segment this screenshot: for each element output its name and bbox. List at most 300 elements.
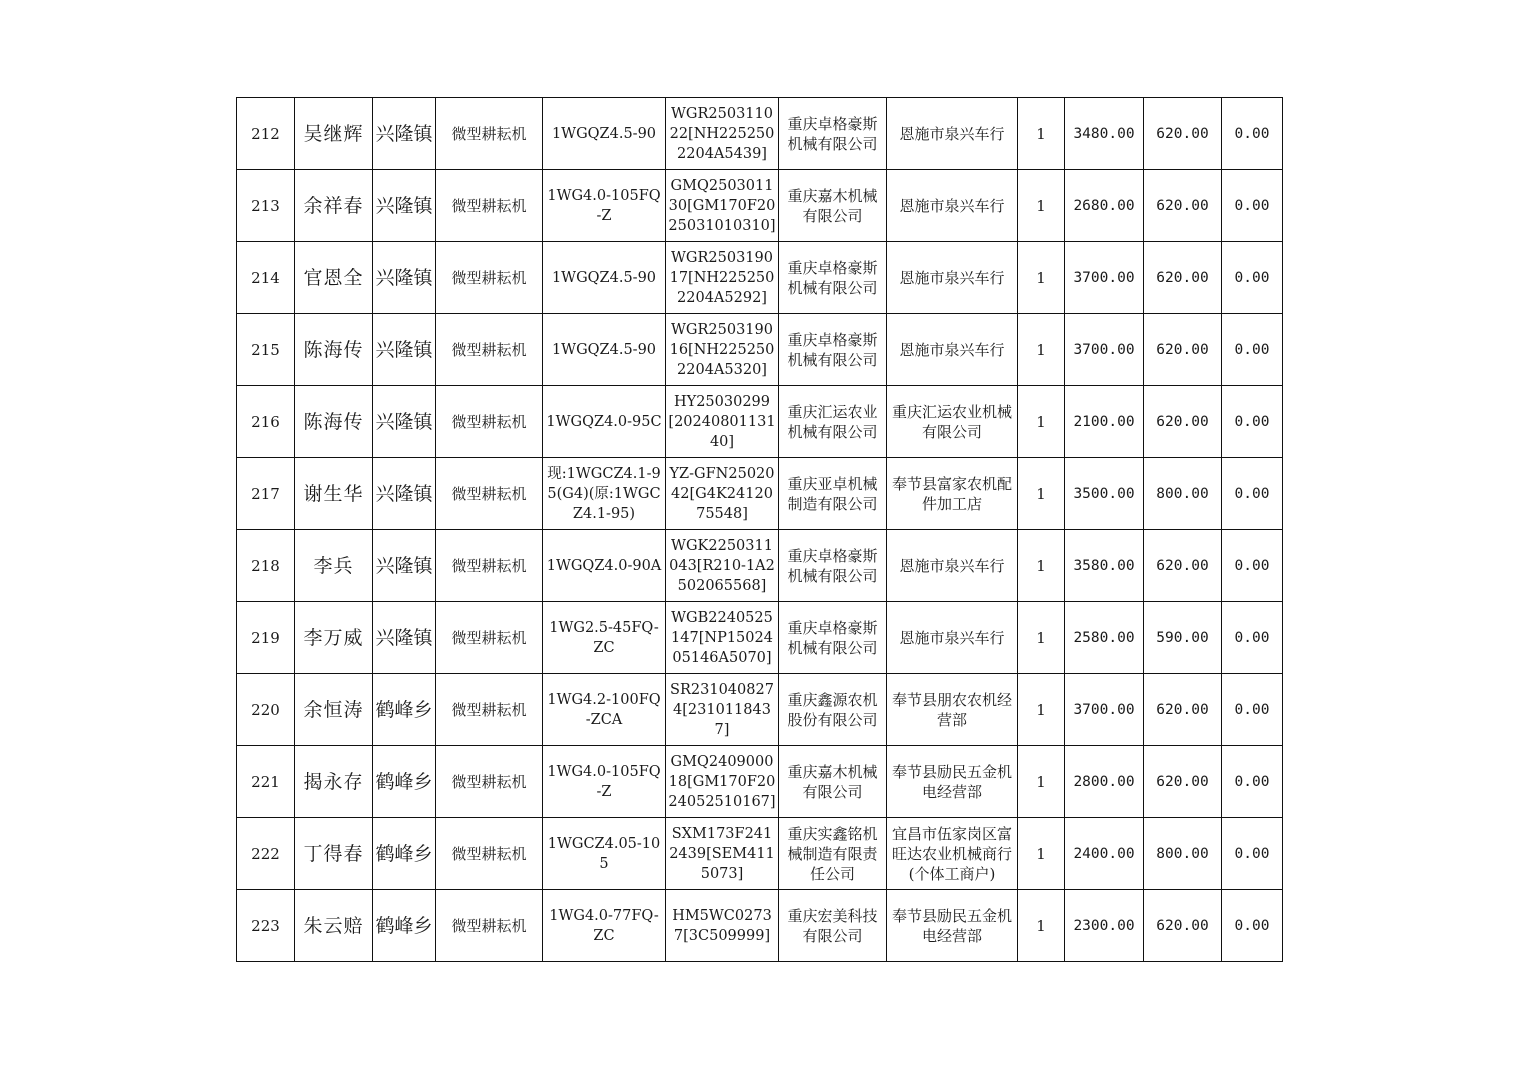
model-cell	[543, 746, 666, 818]
model-text: 1WG4.2-100FQ-ZCA	[547, 691, 661, 728]
township-cell	[373, 170, 436, 242]
row-number-text: 216	[251, 412, 280, 431]
row-number-cell	[237, 890, 295, 962]
machine-type-cell	[436, 674, 543, 746]
extra-subsidy-text: 0.00	[1234, 125, 1270, 142]
price-text: 3500.00	[1073, 485, 1135, 502]
township-text: 兴隆镇	[375, 411, 433, 432]
price-text: 2100.00	[1073, 413, 1135, 430]
price-text: 3580.00	[1073, 557, 1135, 574]
model-text: 1WGCZ4.05-105	[547, 835, 661, 872]
model-text: 1WGQZ4.5-90	[551, 341, 657, 358]
model-cell	[543, 458, 666, 530]
serial-number-text: GMQ250301130[GM170F2025031010310]	[668, 177, 776, 234]
row-number-text: 215	[251, 340, 280, 359]
price-text: 3700.00	[1073, 341, 1135, 358]
applicant-name-text: 余恒涛	[303, 699, 364, 720]
machine-type-cell	[436, 530, 543, 602]
price-text: 3480.00	[1073, 125, 1135, 142]
township-text: 兴隆镇	[375, 267, 433, 288]
township-text: 鹤峰乡	[375, 699, 433, 720]
quantity-cell	[1018, 530, 1065, 602]
manufacturer-cell	[779, 674, 887, 746]
subsidy-text: 620.00	[1156, 557, 1209, 574]
row-number-cell	[237, 242, 295, 314]
model-cell	[543, 674, 666, 746]
extra-subsidy-text: 0.00	[1234, 269, 1270, 286]
subsidy-cell	[1144, 818, 1222, 890]
model-text: 1WG4.0-105FQ-Z	[547, 187, 661, 224]
price-text: 3700.00	[1073, 701, 1135, 718]
extra-subsidy-text: 0.00	[1234, 701, 1270, 718]
serial-number-cell	[666, 746, 779, 818]
quantity-cell	[1018, 746, 1065, 818]
price-text: 2400.00	[1073, 845, 1135, 862]
machine-type-cell	[436, 170, 543, 242]
manufacturer-cell	[779, 602, 887, 674]
table-row	[237, 530, 1283, 602]
extra-subsidy-text: 0.00	[1234, 197, 1270, 214]
quantity-text: 1	[1036, 484, 1046, 503]
subsidy-text: 800.00	[1156, 485, 1209, 502]
township-cell	[373, 458, 436, 530]
extra-subsidy-cell	[1222, 818, 1283, 890]
row-number-cell	[237, 386, 295, 458]
applicant-name-cell	[295, 458, 373, 530]
dealer-cell	[887, 818, 1018, 890]
dealer-cell	[887, 386, 1018, 458]
dealer-text: 恩施市泉兴车行	[899, 196, 1005, 215]
applicant-name-text: 余祥春	[303, 195, 364, 216]
manufacturer-text: 重庆嘉木机械有限公司	[787, 762, 878, 801]
extra-subsidy-text: 0.00	[1234, 341, 1270, 358]
applicant-name-text: 陈海传	[303, 411, 364, 432]
township-text: 兴隆镇	[375, 339, 433, 360]
extra-subsidy-text: 0.00	[1234, 485, 1270, 502]
dealer-text: 奉节县励民五金机电经营部	[891, 906, 1012, 945]
subsidy-cell	[1144, 386, 1222, 458]
subsidy-cell	[1144, 170, 1222, 242]
dealer-text: 恩施市泉兴车行	[899, 268, 1005, 287]
dealer-text: 奉节县励民五金机电经营部	[891, 762, 1012, 801]
dealer-text: 恩施市泉兴车行	[899, 340, 1005, 359]
extra-subsidy-cell	[1222, 746, 1283, 818]
subsidy-text: 620.00	[1156, 269, 1209, 286]
manufacturer-cell	[779, 170, 887, 242]
serial-number-text: WGR250319016[NH2252502204A5320]	[669, 321, 775, 378]
extra-subsidy-text: 0.00	[1234, 845, 1270, 862]
price-cell	[1065, 674, 1144, 746]
subsidy-cell	[1144, 530, 1222, 602]
quantity-text: 1	[1036, 412, 1046, 431]
quantity-text: 1	[1036, 268, 1046, 287]
serial-number-cell	[666, 674, 779, 746]
applicant-name-cell	[295, 602, 373, 674]
quantity-text: 1	[1036, 556, 1046, 575]
table-row	[237, 314, 1283, 386]
manufacturer-cell	[779, 818, 887, 890]
model-text: 现:1WGCZ4.1-95(G4)(原:1WGCZ4.1-95)	[547, 465, 661, 522]
township-cell	[373, 530, 436, 602]
table-row	[237, 242, 1283, 314]
township-text: 鹤峰乡	[375, 915, 433, 936]
model-cell	[543, 98, 666, 170]
price-cell	[1065, 746, 1144, 818]
dealer-cell	[887, 98, 1018, 170]
machine-type-cell	[436, 458, 543, 530]
model-cell	[543, 242, 666, 314]
subsidy-cell	[1144, 674, 1222, 746]
row-number-cell	[237, 458, 295, 530]
table-row	[237, 746, 1283, 818]
price-cell	[1065, 386, 1144, 458]
manufacturer-text: 重庆鑫源农机股份有限公司	[787, 690, 878, 729]
quantity-text: 1	[1036, 340, 1046, 359]
subsidy-text: 620.00	[1156, 197, 1209, 214]
serial-number-text: GMQ240900018[GM170F2024052510167]	[668, 753, 776, 810]
price-cell	[1065, 890, 1144, 962]
machine-type-text: 微型耕耘机	[451, 772, 527, 791]
township-text: 鹤峰乡	[375, 843, 433, 864]
subsidy-text: 590.00	[1156, 629, 1209, 646]
subsidy-text: 620.00	[1156, 125, 1209, 142]
extra-subsidy-text: 0.00	[1234, 413, 1270, 430]
price-text: 2800.00	[1073, 773, 1135, 790]
row-number-text: 218	[251, 556, 280, 575]
manufacturer-cell	[779, 98, 887, 170]
dealer-text: 重庆汇运农业机械有限公司	[891, 402, 1012, 441]
township-cell	[373, 818, 436, 890]
price-text: 3700.00	[1073, 269, 1135, 286]
manufacturer-cell	[779, 890, 887, 962]
serial-number-cell	[666, 818, 779, 890]
quantity-text: 1	[1036, 772, 1046, 791]
machine-type-cell	[436, 746, 543, 818]
model-text: 1WG4.0-105FQ-Z	[547, 763, 661, 800]
manufacturer-text: 重庆卓格豪斯机械有限公司	[787, 330, 878, 369]
model-text: 1WG4.0-77FQ-ZC	[549, 907, 659, 944]
serial-number-cell	[666, 602, 779, 674]
model-text: 1WGQZ4.0-90A	[546, 557, 662, 574]
model-cell	[543, 602, 666, 674]
row-number-text: 222	[251, 844, 280, 863]
serial-number-cell	[666, 170, 779, 242]
quantity-cell	[1018, 818, 1065, 890]
row-number-text: 220	[251, 700, 280, 719]
price-cell	[1065, 602, 1144, 674]
row-number-text: 214	[251, 268, 280, 287]
subsidy-text: 620.00	[1156, 341, 1209, 358]
dealer-cell	[887, 602, 1018, 674]
township-cell	[373, 746, 436, 818]
extra-subsidy-cell	[1222, 242, 1283, 314]
subsidy-cell	[1144, 98, 1222, 170]
serial-number-text: HM5WC02737[3C509999]	[672, 907, 772, 944]
quantity-cell	[1018, 458, 1065, 530]
applicant-name-cell	[295, 530, 373, 602]
applicant-name-cell	[295, 170, 373, 242]
table-row	[237, 170, 1283, 242]
model-cell	[543, 386, 666, 458]
price-text: 2300.00	[1073, 917, 1135, 934]
model-text: 1WG2.5-45FQ-ZC	[549, 619, 659, 656]
quantity-text: 1	[1036, 844, 1046, 863]
price-text: 2680.00	[1073, 197, 1135, 214]
row-number-cell	[237, 818, 295, 890]
table-row	[237, 602, 1283, 674]
township-text: 兴隆镇	[375, 627, 433, 648]
quantity-cell	[1018, 98, 1065, 170]
quantity-text: 1	[1036, 916, 1046, 935]
subsidy-cell	[1144, 458, 1222, 530]
table-row	[237, 458, 1283, 530]
row-number-text: 217	[251, 484, 280, 503]
applicant-name-text: 揭永存	[303, 771, 364, 792]
township-cell	[373, 674, 436, 746]
serial-number-text: WGR250311022[NH2252502204A5439]	[669, 105, 775, 162]
serial-number-text: HY25030299[2024080113140]	[668, 393, 776, 450]
quantity-cell	[1018, 170, 1065, 242]
subsidy-table	[236, 97, 1283, 962]
manufacturer-cell	[779, 242, 887, 314]
serial-number-text: SR2310408274[2310118437]	[670, 681, 774, 738]
applicant-name-text: 丁得春	[303, 843, 364, 864]
township-cell	[373, 98, 436, 170]
applicant-name-cell	[295, 386, 373, 458]
serial-number-cell	[666, 242, 779, 314]
extra-subsidy-cell	[1222, 458, 1283, 530]
township-text: 鹤峰乡	[375, 771, 433, 792]
extra-subsidy-cell	[1222, 170, 1283, 242]
township-cell	[373, 386, 436, 458]
dealer-text: 恩施市泉兴车行	[899, 124, 1005, 143]
row-number-text: 223	[251, 916, 280, 935]
quantity-text: 1	[1036, 196, 1046, 215]
model-cell	[543, 170, 666, 242]
price-text: 2580.00	[1073, 629, 1135, 646]
extra-subsidy-cell	[1222, 530, 1283, 602]
subsidy-text: 620.00	[1156, 701, 1209, 718]
manufacturer-text: 重庆嘉木机械有限公司	[787, 186, 878, 225]
applicant-name-text: 朱云赔	[303, 915, 364, 936]
dealer-cell	[887, 314, 1018, 386]
row-number-cell	[237, 746, 295, 818]
machine-type-text: 微型耕耘机	[451, 844, 527, 863]
township-cell	[373, 242, 436, 314]
row-number-text: 213	[251, 196, 280, 215]
manufacturer-cell	[779, 458, 887, 530]
price-cell	[1065, 818, 1144, 890]
model-text: 1WGQZ4.5-90	[551, 269, 657, 286]
quantity-cell	[1018, 386, 1065, 458]
extra-subsidy-cell	[1222, 890, 1283, 962]
manufacturer-text: 重庆宏美科技有限公司	[787, 906, 878, 945]
model-cell	[543, 818, 666, 890]
machine-type-cell	[436, 890, 543, 962]
quantity-cell	[1018, 314, 1065, 386]
subsidy-cell	[1144, 602, 1222, 674]
dealer-text: 奉节县富家农机配件加工店	[891, 474, 1012, 513]
quantity-cell	[1018, 602, 1065, 674]
extra-subsidy-text: 0.00	[1234, 917, 1270, 934]
manufacturer-text: 重庆卓格豪斯机械有限公司	[787, 618, 878, 657]
applicant-name-cell	[295, 746, 373, 818]
township-cell	[373, 314, 436, 386]
price-cell	[1065, 458, 1144, 530]
serial-number-text: WGR250319017[NH2252502204A5292]	[669, 249, 775, 306]
model-cell	[543, 314, 666, 386]
applicant-name-cell	[295, 242, 373, 314]
applicant-name-cell	[295, 890, 373, 962]
serial-number-text: WGB2240525147[NP1502405146A5070]	[671, 609, 773, 666]
extra-subsidy-cell	[1222, 602, 1283, 674]
quantity-text: 1	[1036, 124, 1046, 143]
subsidy-text: 620.00	[1156, 413, 1209, 430]
table-row	[237, 818, 1283, 890]
quantity-cell	[1018, 242, 1065, 314]
subsidy-cell	[1144, 314, 1222, 386]
serial-number-cell	[666, 458, 779, 530]
row-number-cell	[237, 170, 295, 242]
machine-type-text: 微型耕耘机	[451, 196, 527, 215]
machine-type-text: 微型耕耘机	[451, 412, 527, 431]
machine-type-text: 微型耕耘机	[451, 484, 527, 503]
serial-number-cell	[666, 314, 779, 386]
row-number-cell	[237, 314, 295, 386]
subsidy-text: 620.00	[1156, 917, 1209, 934]
machine-type-cell	[436, 314, 543, 386]
manufacturer-cell	[779, 314, 887, 386]
manufacturer-cell	[779, 386, 887, 458]
row-number-text: 221	[251, 772, 280, 791]
serial-number-cell	[666, 890, 779, 962]
applicant-name-cell	[295, 98, 373, 170]
machine-type-text: 微型耕耘机	[451, 268, 527, 287]
extra-subsidy-cell	[1222, 98, 1283, 170]
applicant-name-text: 吴继辉	[303, 123, 364, 144]
machine-type-text: 微型耕耘机	[451, 340, 527, 359]
dealer-text: 恩施市泉兴车行	[899, 628, 1005, 647]
manufacturer-text: 重庆汇运农业机械有限公司	[787, 402, 878, 441]
model-cell	[543, 530, 666, 602]
dealer-cell	[887, 170, 1018, 242]
price-cell	[1065, 314, 1144, 386]
serial-number-text: YZ-GFN2502042[G4K2412075548]	[669, 465, 775, 522]
price-cell	[1065, 170, 1144, 242]
extra-subsidy-cell	[1222, 674, 1283, 746]
machine-type-cell	[436, 242, 543, 314]
price-cell	[1065, 98, 1144, 170]
applicant-name-text: 陈海传	[303, 339, 364, 360]
applicant-name-cell	[295, 818, 373, 890]
township-text: 兴隆镇	[375, 123, 433, 144]
applicant-name-text: 李兵	[313, 555, 354, 576]
manufacturer-cell	[779, 746, 887, 818]
extra-subsidy-text: 0.00	[1234, 773, 1270, 790]
machine-type-cell	[436, 818, 543, 890]
machine-type-text: 微型耕耘机	[451, 916, 527, 935]
model-cell	[543, 890, 666, 962]
subsidy-text: 800.00	[1156, 845, 1209, 862]
dealer-cell	[887, 458, 1018, 530]
table-row	[237, 674, 1283, 746]
row-number-cell	[237, 98, 295, 170]
table-body	[237, 98, 1283, 962]
dealer-cell	[887, 890, 1018, 962]
serial-number-text: SXM173F2412439[SEM4115073]	[669, 825, 775, 882]
machine-type-text: 微型耕耘机	[451, 124, 527, 143]
subsidy-cell	[1144, 746, 1222, 818]
applicant-name-text: 李万威	[303, 627, 364, 648]
row-number-cell	[237, 674, 295, 746]
applicant-name-cell	[295, 674, 373, 746]
model-text: 1WGQZ4.5-90	[551, 125, 657, 142]
table-row	[237, 386, 1283, 458]
dealer-cell	[887, 746, 1018, 818]
serial-number-cell	[666, 530, 779, 602]
extra-subsidy-text: 0.00	[1234, 557, 1270, 574]
extra-subsidy-text: 0.00	[1234, 629, 1270, 646]
dealer-cell	[887, 674, 1018, 746]
manufacturer-text: 重庆卓格豪斯机械有限公司	[787, 258, 878, 297]
machine-type-text: 微型耕耘机	[451, 628, 527, 647]
row-number-cell	[237, 530, 295, 602]
subsidy-cell	[1144, 890, 1222, 962]
manufacturer-text: 重庆卓格豪斯机械有限公司	[787, 546, 878, 585]
dealer-text: 宜昌市伍家岗区富旺达农业机械商行(个体工商户)	[891, 824, 1012, 883]
dealer-cell	[887, 530, 1018, 602]
applicant-name-cell	[295, 314, 373, 386]
machine-type-cell	[436, 98, 543, 170]
dealer-cell	[887, 242, 1018, 314]
extra-subsidy-cell	[1222, 386, 1283, 458]
manufacturer-cell	[779, 530, 887, 602]
township-text: 兴隆镇	[375, 483, 433, 504]
machine-type-text: 微型耕耘机	[451, 556, 527, 575]
price-cell	[1065, 242, 1144, 314]
row-number-cell	[237, 602, 295, 674]
applicant-name-text: 官恩全	[303, 267, 364, 288]
serial-number-cell	[666, 386, 779, 458]
township-cell	[373, 890, 436, 962]
quantity-cell	[1018, 674, 1065, 746]
manufacturer-text: 重庆亚卓机械制造有限公司	[787, 474, 878, 513]
dealer-text: 奉节县朋农农机经营部	[891, 690, 1012, 729]
subsidy-cell	[1144, 242, 1222, 314]
applicant-name-text: 谢生华	[303, 483, 364, 504]
manufacturer-text: 重庆卓格豪斯机械有限公司	[787, 114, 878, 153]
table-row	[237, 890, 1283, 962]
machine-type-text: 微型耕耘机	[451, 700, 527, 719]
quantity-text: 1	[1036, 628, 1046, 647]
quantity-cell	[1018, 890, 1065, 962]
subsidy-text: 620.00	[1156, 773, 1209, 790]
serial-number-cell	[666, 98, 779, 170]
serial-number-text: WGK2250311043[R210-1A2502065568]	[669, 537, 775, 594]
township-text: 兴隆镇	[375, 555, 433, 576]
table-row	[237, 98, 1283, 170]
row-number-text: 219	[251, 628, 280, 647]
township-text: 兴隆镇	[375, 195, 433, 216]
extra-subsidy-cell	[1222, 314, 1283, 386]
machine-type-cell	[436, 386, 543, 458]
dealer-text: 恩施市泉兴车行	[899, 556, 1005, 575]
price-cell	[1065, 530, 1144, 602]
quantity-text: 1	[1036, 700, 1046, 719]
township-cell	[373, 602, 436, 674]
manufacturer-text: 重庆实鑫铭机械制造有限责任公司	[787, 824, 878, 883]
model-text: 1WGQZ4.0-95C	[546, 413, 662, 430]
